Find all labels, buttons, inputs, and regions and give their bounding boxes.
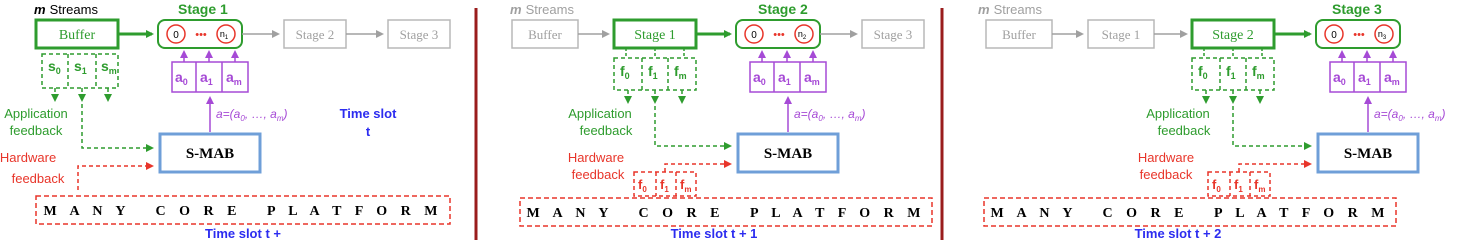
- svg-text:am: $a_m$: [1384, 69, 1400, 87]
- active-stage-title: Stage 1: [178, 1, 228, 17]
- svg-text:a=(a0, …, am): $a=(a_0$, …, $a_m$): [794, 107, 866, 123]
- time-slot-label: Time slot t +: [205, 226, 281, 240]
- svg-text:0: 0: [1331, 30, 1337, 41]
- platform-label: M A N Y C O R E P L A T F O R M: [43, 204, 443, 219]
- svg-text:0: 0: [751, 30, 757, 41]
- svg-text:s1: $s_1$: [74, 58, 87, 76]
- svg-text:Stage 1: Stage 1: [1101, 27, 1141, 42]
- svg-text:0: 0: [173, 30, 179, 41]
- stage2-label: Stage 2: [295, 27, 335, 42]
- svg-text:a1: $a_1$: [778, 69, 791, 87]
- svg-text:Stage 2: Stage 2: [1212, 28, 1254, 43]
- svg-text:f0: $f_0$: [1198, 63, 1208, 81]
- streams-m: m: [34, 2, 46, 17]
- active-stage-title: Stage 3: [1332, 1, 1382, 17]
- active-stage-title: Stage 2: [758, 1, 808, 17]
- svg-text:f1: $f_1$: [648, 63, 658, 81]
- svg-text:Hardware: Hardware: [0, 150, 57, 165]
- svg-text:fm: $f_m$: [680, 177, 692, 194]
- buffer-label: Buffer: [58, 28, 96, 43]
- svg-text:M A N Y C O R E P L A T F: M A N Y C O R E P L A T F O R M: [990, 206, 1390, 221]
- smab-label: S-MAB: [185, 146, 235, 162]
- svg-text:a1: $a_1$: [1358, 69, 1371, 87]
- svg-text:feedback: feedback: [579, 123, 633, 138]
- streams-label: Streams: [49, 2, 98, 17]
- svg-text:Stage 3: Stage 3: [873, 27, 913, 42]
- svg-text:Stage 1: Stage 1: [634, 28, 676, 43]
- time-slot-label: Time slot t + 2: [1134, 226, 1222, 240]
- stage3-label: Stage 3: [399, 27, 439, 42]
- svg-text:sm: $s_m$: [101, 58, 117, 76]
- svg-text:f0: $f_0$: [638, 177, 647, 194]
- svg-text:s0: $s_0$: [48, 58, 61, 76]
- svg-text:f1: $f_1$: [660, 177, 669, 194]
- svg-text:mStreams: m Streams: [978, 2, 1042, 17]
- svg-text:feedback: feedback: [1157, 123, 1211, 138]
- node-dots: •••: [195, 29, 207, 41]
- svg-text:M A N Y C O R E P L A T F: M A N Y C O R E P L A T F O R M: [526, 206, 926, 221]
- svg-text:f1: $f_1$: [1226, 63, 1236, 81]
- svg-text:Buffer: Buffer: [528, 27, 562, 42]
- svg-text:feedback: feedback: [9, 123, 63, 138]
- panel-1: [0, 1, 450, 240]
- svg-text:fm: $f_m$: [1252, 63, 1265, 81]
- svg-text:t: t: [365, 124, 371, 139]
- svg-text:f0: $f_0$: [1212, 177, 1221, 194]
- svg-text:a0: $a_0$: [753, 69, 766, 87]
- svg-text:Hardware: Hardware: [567, 150, 625, 165]
- svg-text:feedback: feedback: [11, 171, 65, 186]
- svg-text:Application: Application: [4, 106, 68, 121]
- panel-2: [510, 1, 932, 240]
- svg-text:n3: $n_3$: [1377, 29, 1387, 41]
- svg-text:mStreams: [34, 2, 98, 17]
- svg-text:n2: $n_2$: [797, 29, 807, 41]
- svg-text:fm: $f_m$: [674, 63, 687, 81]
- svg-text:Time slot: Time slot: [339, 106, 397, 121]
- panel-3: [978, 1, 1446, 240]
- svg-text:f1: $f_1$: [1234, 177, 1243, 194]
- svg-text:S-MAB: S-MAB: [1343, 146, 1393, 162]
- svg-text:f0: $f_0$: [620, 63, 630, 81]
- svg-text:am: $a_m$: [804, 69, 820, 87]
- svg-text:Hardware: Hardware: [1137, 150, 1195, 165]
- svg-text:fm: $f_m$: [1254, 177, 1266, 194]
- svg-text:Application: Application: [568, 106, 632, 121]
- svg-text:•••: •••: [773, 29, 785, 41]
- svg-text:n1: $n_1$: [219, 29, 229, 41]
- svg-text:mStreams: m Streams: [510, 2, 574, 17]
- time-slot-label: Time slot t + 1: [670, 226, 758, 240]
- svg-text:Application: Application: [1146, 106, 1210, 121]
- svg-text:a=(a0, …, am): $a=(a_0$, …, $a_m$): [1374, 107, 1446, 123]
- svg-text:a0: $a_0$: [1333, 69, 1346, 87]
- svg-text:a0: $a_0$: [175, 69, 188, 87]
- svg-text:am: $a_m$: [226, 69, 242, 87]
- svg-text:Buffer: Buffer: [1002, 27, 1036, 42]
- svg-text:feedback: feedback: [1139, 167, 1193, 182]
- svg-text:feedback: feedback: [571, 167, 625, 182]
- svg-text:a1: $a_1$: [200, 69, 213, 87]
- svg-text:S-MAB: S-MAB: [763, 146, 813, 162]
- svg-text:a=(a0, …, am): $a=(a_0$, …, $a_m$): [216, 107, 288, 123]
- svg-text:•••: •••: [1353, 29, 1365, 41]
